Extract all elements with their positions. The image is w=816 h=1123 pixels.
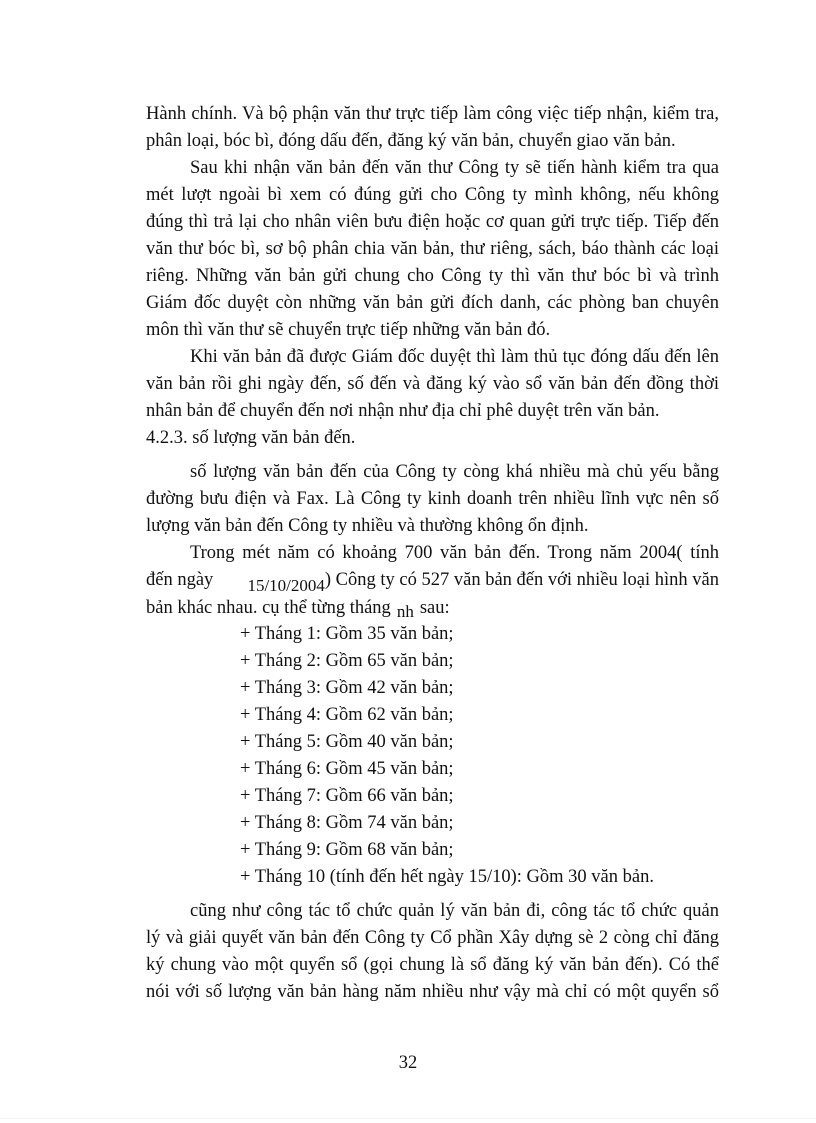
text-line: văn thư bóc bì, sơ bộ phân chia văn bản, thư riêng, sách, báo thành các loại <box>146 239 719 259</box>
text-segment: đến ngày <box>146 570 214 590</box>
text-line: môn thì văn thư sẽ chuyển trực tiếp những văn bản đó. <box>146 320 551 340</box>
text-line: nói với số lượng văn bản hàng năm nhiều như vậy mà chỉ có một quyển sổ <box>146 982 719 1002</box>
page-bottom-edge <box>0 1118 816 1119</box>
text-line: Sau khi nhận văn bản đến văn thư Công ty sẽ tiến hành kiểm tra qua <box>190 158 719 178</box>
list-item: + Tháng 9: Gồm 68 văn bản; <box>240 840 454 860</box>
text-line: cũng như công tác tổ chức quản lý văn bản đi, công tác tổ chức quản <box>190 901 719 921</box>
nh-subscript: nh <box>396 602 414 621</box>
list-item: + Tháng 10 (tính đến hết ngày 15/10): Gồm 30 văn bản. <box>240 867 654 887</box>
text-line-with-nh <box>146 594 450 622</box>
text-line: số lượng văn bản đến của Công ty còng khá nhiều mà chủ yếu bằng <box>190 462 719 482</box>
text-line-with-date <box>146 567 719 594</box>
text-line: mét lượt ngoài bì xem có đúng gửi cho Công ty mình không, nếu không <box>146 185 719 205</box>
text-line: đúng thì trả lại cho nhân viên bưu điện hoặc cơ quan gửi trực tiếp. Tiếp đến <box>146 212 719 232</box>
text-line: Giám đốc duyệt còn những văn bản gửi đích danh, các phòng ban chuyên <box>146 293 719 313</box>
text-line: Hành chính. Và bộ phận văn thư trực tiếp làm công việc tiếp nhận, kiểm tra, <box>146 104 719 124</box>
text-line: lượng văn bản đến Công ty nhiều và thường không ổn định. <box>146 516 589 536</box>
text-segment: ) Công ty có 527 văn bản đến với nhiều loại hình văn <box>324 570 719 590</box>
list-item: + Tháng 8: Gồm 74 văn bản; <box>240 813 454 833</box>
list-item: + Tháng 6: Gồm 45 văn bản; <box>240 759 454 779</box>
text-line: lý và giải quyết văn bản đến Công ty Cổ phần Xây dựng sè 2 còng chỉ đăng <box>146 928 719 948</box>
list-item: + Tháng 7: Gồm 66 văn bản; <box>240 786 454 806</box>
text-segment: bản khác nhau. cụ thể từng tháng <box>146 598 391 618</box>
list-item: + Tháng 1: Gồm 35 văn bản; <box>240 624 454 644</box>
page-number: 32 <box>398 1053 418 1073</box>
list-item: + Tháng 4: Gồm 62 văn bản; <box>240 705 454 725</box>
text-line: văn bản rồi ghi ngày đến, số đến và đăng ký vào sổ văn bản đến đồng thời <box>146 374 719 394</box>
date-subscript: 15/10/2004 <box>247 576 325 595</box>
text-line: đường bưu điện và Fax. Là Công ty kinh doanh trên nhiều lĩnh vực nên số <box>146 489 719 509</box>
text-line: riêng. Những văn bản gửi chung cho Công ty thì văn thư bóc bì và trình <box>146 266 719 286</box>
text-line: ký chung vào một quyển sổ (gọi chung là sổ đăng ký văn bản đến). Có thể <box>146 955 719 975</box>
text-line: Khi văn bản đã được Giám đốc duyệt thì làm thủ tục đóng dấu đến lên <box>190 347 719 367</box>
section-heading: 4.2.3. số lượng văn bản đến. <box>146 428 356 448</box>
text-line: nhân bản để chuyển đến nơi nhận như địa chỉ phê duyệt trên văn bản. <box>146 401 660 421</box>
list-item: + Tháng 2: Gồm 65 văn bản; <box>240 651 454 671</box>
list-item: + Tháng 3: Gồm 42 văn bản; <box>240 678 454 698</box>
text-segment: sau: <box>419 598 450 618</box>
list-item: + Tháng 5: Gồm 40 văn bản; <box>240 732 454 752</box>
text-line: Trong mét năm có khoảng 700 văn bản đến. Trong năm 2004( tính <box>190 543 719 563</box>
text-line: phân loại, bóc bì, đóng dấu đến, đăng ký văn bản, chuyển giao văn bản. <box>146 131 676 151</box>
